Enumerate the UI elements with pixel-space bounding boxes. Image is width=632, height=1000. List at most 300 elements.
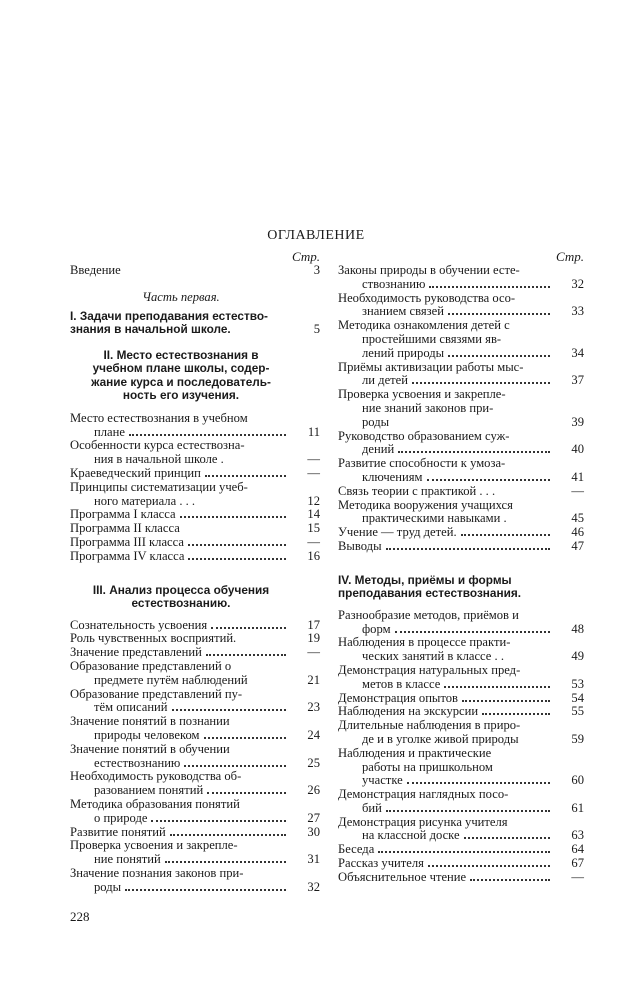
- toc-entry-line-text: ческих занятий в классе . .: [362, 649, 504, 664]
- toc-entry-text: [338, 430, 554, 458]
- toc-right-column: [338, 250, 584, 885]
- toc-entry-line: Значение понятий в познании: [70, 714, 230, 729]
- toc-entry-line: [70, 550, 290, 564]
- dot-leader: [462, 700, 550, 702]
- toc-entry-line-text: Роль чувственных восприятий.: [70, 631, 237, 646]
- toc-entry-text: [338, 264, 554, 292]
- toc-entry-line-text: роды: [362, 414, 390, 429]
- toc-entry-line: [338, 843, 554, 857]
- toc-entry-line: Проверка усвоения и закрепле-: [70, 838, 238, 853]
- toc-entry-page: 30: [307, 824, 320, 839]
- toc-entry-page: 59: [571, 731, 584, 746]
- dot-leader: [386, 810, 550, 812]
- toc-entry-page: —: [571, 869, 584, 884]
- toc-entry-page: 64: [571, 842, 584, 857]
- toc-entry-text: [338, 843, 554, 857]
- toc-entry: [338, 540, 584, 554]
- part-one-label: Часть первая.: [142, 289, 220, 304]
- toc-entry-text: [70, 660, 290, 688]
- toc-entry-line-text: Краеведческий принцип: [70, 465, 201, 480]
- toc-entry-line: [70, 467, 290, 481]
- toc-entry-page: 67: [571, 856, 584, 871]
- toc-entry: [70, 264, 320, 278]
- toc-entry-line: [338, 829, 554, 843]
- toc-entry: [338, 747, 584, 788]
- section-heading-line: ность его изучения.: [122, 388, 240, 403]
- toc-entry: [338, 264, 584, 292]
- toc-entry-line: [70, 508, 290, 522]
- toc-entry-line-text: ного материала . . .: [94, 493, 196, 508]
- toc-entry-line: [70, 632, 290, 646]
- toc-entry-page: 12: [307, 493, 320, 508]
- dot-leader: [386, 548, 550, 550]
- dot-leader: [407, 782, 550, 784]
- toc-entry-line-text: Рассказ учителя: [338, 856, 424, 871]
- section-heading-line: учебном плане школы, содер-: [92, 361, 270, 376]
- toc-entry-page: 26: [307, 783, 320, 798]
- dot-leader: [378, 851, 550, 853]
- toc-entry-line-text: Наблюдения на экскурсии: [338, 704, 479, 719]
- toc-entry-line: [70, 674, 290, 688]
- toc-entry-page: —: [571, 483, 584, 498]
- toc-entry-page: 32: [571, 276, 584, 291]
- dot-leader: [188, 558, 286, 560]
- dot-leader: [444, 686, 550, 688]
- toc-entry-text: [70, 688, 290, 716]
- toc-entry-page: 55: [571, 704, 584, 719]
- toc-entry-line-text: Учение — труд детей.: [338, 525, 457, 540]
- dot-leader: [172, 709, 286, 711]
- toc-entry-page: 5: [313, 322, 320, 337]
- toc-entry: [70, 632, 320, 646]
- toc-entry-text: [338, 871, 554, 885]
- toc-entry-line-text: Введение: [70, 263, 121, 277]
- toc-entry: [70, 550, 320, 564]
- toc-entry-text: [70, 743, 290, 771]
- toc-entry: [338, 664, 584, 692]
- toc-entry-line: [70, 453, 290, 467]
- toc-entry-line: Демонстрация натуральных пред-: [338, 662, 521, 677]
- section-3-heading: [70, 584, 320, 611]
- toc-entry-line: [338, 623, 554, 637]
- toc-entry: [70, 715, 320, 743]
- dot-leader: [461, 534, 550, 536]
- toc-entry-text: [338, 388, 554, 429]
- section-heading-line: преподавания естествознания.: [338, 586, 522, 601]
- toc-entry-page: 40: [571, 442, 584, 457]
- toc-entry-text: [338, 526, 554, 540]
- toc-entry: [70, 439, 320, 467]
- toc-entry-line: Место естествознания в учебном: [70, 410, 248, 425]
- toc-entry-page: 11: [307, 424, 320, 439]
- toc-entry-text: [70, 264, 290, 278]
- toc-entry-line-text: дений: [362, 442, 395, 457]
- toc-entry-line: Демонстрация рисунка учителя: [338, 814, 508, 829]
- toc-entry: [70, 826, 320, 840]
- toc-entry-line-text: тём описаний: [94, 700, 168, 715]
- toc-entry-text: [70, 632, 290, 646]
- toc-entry-line: Необходимость руководства об-: [70, 769, 242, 784]
- toc-entry-page: —: [307, 645, 320, 660]
- toc-entry-line: Наблюдения и практические: [338, 745, 492, 760]
- toc-entry: [338, 499, 584, 527]
- section-2-entries: [70, 412, 320, 564]
- toc-entry-text: [338, 747, 554, 788]
- toc-entry: [338, 816, 584, 844]
- dot-leader: [470, 879, 550, 881]
- toc-entry-line: простейшими связями яв-: [362, 331, 502, 346]
- toc-entry-text: [338, 692, 554, 706]
- toc-entry-line: [338, 650, 554, 664]
- toc-entry-line: I. Задачи преподавания естество-: [70, 308, 268, 323]
- toc-entry: [338, 526, 584, 540]
- toc-entry-line-text: Сознательность усвоения: [70, 617, 208, 632]
- toc-entry-line-text: знанием связей: [362, 304, 444, 319]
- toc-entry-line-text: ния в начальной школе .: [94, 452, 224, 467]
- toc-entry-line: [70, 729, 290, 743]
- toc-entry-text: [338, 319, 554, 360]
- toc-entry: [70, 310, 320, 337]
- toc-entry-line: Приёмы активизации работы мыс-: [338, 359, 524, 374]
- toc-entry-line: [338, 443, 554, 457]
- dot-leader: [165, 861, 286, 863]
- toc-entry-page: —: [307, 534, 320, 549]
- toc-entry-line-text: Беседа: [338, 842, 375, 857]
- toc-entry-line-text: Программа I класса: [70, 507, 176, 522]
- toc-entry-line: [338, 485, 554, 499]
- toc-entry-line: Методика ознакомления детей с: [338, 318, 510, 333]
- toc-entry: [338, 705, 584, 719]
- section-heading-line: жание курса и последователь-: [91, 374, 271, 389]
- toc-entry-line: [338, 471, 554, 485]
- toc-entry-line: [70, 757, 290, 771]
- toc-entry-page: 54: [571, 690, 584, 705]
- toc-entry: [70, 770, 320, 798]
- toc-entry-line-text: форм: [362, 621, 391, 636]
- continued-entries: [338, 264, 584, 554]
- toc-entry-page: 3: [313, 263, 320, 277]
- toc-entry-text: [70, 798, 290, 826]
- section-heading-line: IV. Методы, приёмы и формы: [338, 572, 512, 587]
- toc-entry-page: 49: [571, 649, 584, 664]
- toc-entry-line: Демонстрация наглядных посо-: [338, 787, 509, 802]
- toc-entry: [338, 719, 584, 747]
- toc-entry-line-text: знания в начальной школе.: [70, 322, 231, 337]
- toc-title: ОГЛАВЛЕНИЕ: [267, 228, 365, 243]
- toc-entry-line-text: плане: [94, 424, 125, 439]
- dot-leader: [170, 834, 286, 836]
- toc-entry-line: [70, 784, 290, 798]
- dot-leader: [188, 544, 286, 546]
- toc-entry: [338, 388, 584, 429]
- section-heading-line: III. Анализ процесса обучения: [92, 582, 270, 597]
- page-column-label-left: Стр.: [292, 249, 320, 264]
- toc-entry-page: 21: [307, 672, 320, 687]
- toc-entry-line-text: ключениям: [362, 469, 423, 484]
- toc-entry: [70, 619, 320, 633]
- toc-entry-text: [338, 361, 554, 389]
- toc-entry-page: 47: [571, 538, 584, 553]
- toc-entry: [338, 430, 584, 458]
- toc-entry: [338, 636, 584, 664]
- toc-entry-page: 48: [571, 621, 584, 636]
- toc-entry-line: [70, 522, 290, 536]
- toc-entry-line: [70, 646, 290, 660]
- toc-entry: [70, 867, 320, 895]
- toc-entry-page: 63: [571, 828, 584, 843]
- toc-entry-line-text: Программа II класса: [70, 521, 180, 536]
- toc-entry: [70, 467, 320, 481]
- toc-entry: [70, 536, 320, 550]
- toc-entry: [338, 457, 584, 485]
- toc-entry-line: Законы природы в обучении есте-: [338, 263, 520, 277]
- toc-entry-page: 25: [307, 755, 320, 770]
- toc-entry: [338, 843, 584, 857]
- toc-entry-line: [338, 678, 554, 692]
- toc-entry-page: 61: [571, 800, 584, 815]
- toc-entry-page: 27: [307, 810, 320, 825]
- toc-entry-line: [338, 305, 554, 319]
- toc-entry: [70, 481, 320, 509]
- dot-leader: [206, 654, 286, 656]
- toc-entry-page: 15: [307, 521, 320, 536]
- page-column-label-right: Стр.: [556, 249, 584, 264]
- toc-entry-text: [70, 481, 290, 509]
- toc-entry-line-text: естествознанию: [94, 755, 181, 770]
- toc-entry-page: 60: [571, 773, 584, 788]
- toc-entry-page: 32: [307, 879, 320, 894]
- toc-entry-line-text: метов в классе: [362, 676, 441, 691]
- toc-entry-page: 17: [307, 617, 320, 632]
- dot-leader: [211, 627, 286, 629]
- toc-entry-line-text: роды: [94, 879, 122, 894]
- toc-entry-line: Особенности курса естествозна-: [70, 438, 245, 453]
- toc-entry-line: [338, 692, 554, 706]
- toc-entry-line: Наблюдения в процессе практи-: [338, 635, 511, 650]
- toc-entry: [70, 412, 320, 440]
- toc-entry-text: [338, 857, 554, 871]
- toc-entry-line-text: Программа III класса: [70, 534, 184, 549]
- toc-entry-text: [338, 705, 554, 719]
- toc-entry-text: [338, 719, 554, 747]
- section-4-heading: [338, 574, 584, 601]
- toc-entry-line-text: разованием понятий: [94, 783, 204, 798]
- section-1-heading: [70, 310, 320, 337]
- toc-entry-text: [338, 457, 554, 485]
- toc-entry-line-text: практическими навыками .: [362, 511, 507, 526]
- toc-entry: [70, 646, 320, 660]
- toc-entry-line-text: ние понятий: [94, 852, 161, 867]
- toc-entry-line: [338, 857, 554, 871]
- toc-entry-text: [338, 636, 554, 664]
- section-heading-line: II. Место естествознания в: [103, 347, 259, 362]
- toc-entry-line: [338, 733, 554, 747]
- dot-leader: [482, 713, 550, 715]
- dot-leader: [125, 889, 286, 891]
- toc-entry-text: [70, 522, 290, 536]
- toc-entry-page: —: [307, 465, 320, 480]
- dot-leader: [428, 865, 550, 867]
- toc-entry-line-text: Объяснительное чтение: [338, 869, 467, 884]
- toc-entry-page: 45: [571, 511, 584, 526]
- toc-entry-line-text: ствознанию: [362, 276, 426, 291]
- toc-entry: [338, 788, 584, 816]
- section-3-entries: [70, 619, 320, 895]
- toc-entry-text: [338, 788, 554, 816]
- toc-entry-line-text: на классной доске: [362, 828, 460, 843]
- toc-entry-text: [70, 536, 290, 550]
- toc-entry-line: Принципы систематизации учеб-: [70, 479, 248, 494]
- toc-entry-line: ние знаний законов при-: [362, 400, 494, 415]
- toc-entry-page: 33: [571, 304, 584, 319]
- toc-entry-line: Необходимость руководства осо-: [338, 290, 516, 305]
- dot-leader: [151, 820, 286, 822]
- toc-entry-line: [70, 264, 290, 278]
- toc-entry-line: [70, 701, 290, 715]
- dot-leader: [448, 355, 550, 357]
- toc-entry-line: работы на пришкольном: [362, 759, 493, 774]
- section-heading-line: естествознанию.: [131, 596, 231, 611]
- toc-entry-line: [338, 278, 554, 292]
- toc-entry-text: [70, 867, 290, 895]
- dot-leader: [427, 479, 551, 481]
- toc-entry: [338, 692, 584, 706]
- toc-entry-page: —: [307, 452, 320, 467]
- toc-entry-text: [338, 664, 554, 692]
- toc-entry-line-text: Выводы: [338, 538, 382, 553]
- dot-leader: [184, 765, 286, 767]
- toc-entry: [70, 688, 320, 716]
- toc-entry-line-text: природы человеком: [94, 727, 200, 742]
- toc-entry-text: [338, 499, 554, 527]
- toc-entry-line: Методика вооружения учащихся: [338, 497, 513, 512]
- toc-entry-line: [70, 426, 290, 440]
- dot-leader: [395, 631, 550, 633]
- toc-entry-line: Разнообразие методов, приёмов и: [338, 607, 519, 622]
- toc-entry-line-text: лений природы: [362, 345, 445, 360]
- toc-entry-line-text: о природе: [94, 810, 148, 825]
- toc-entry-page: 19: [307, 631, 320, 646]
- toc-entry-page: 16: [307, 548, 320, 563]
- toc-entry-line-text: Значение представлений: [70, 645, 202, 660]
- toc-entry-line: [70, 619, 290, 633]
- toc-entry-line: [338, 705, 554, 719]
- toc-entry: [70, 522, 320, 536]
- toc-entry-line-text: предмете путём наблюдений: [94, 672, 248, 687]
- toc-entry-line-text: бий: [362, 800, 382, 815]
- toc-entry-text: [70, 715, 290, 743]
- toc-entry-line: [338, 871, 554, 885]
- toc-entry: [338, 857, 584, 871]
- toc-entry-text: [70, 646, 290, 660]
- toc-entry-line: [338, 802, 554, 816]
- toc-entry-page: 34: [571, 345, 584, 360]
- dot-leader: [129, 434, 286, 436]
- toc-entry: [338, 292, 584, 320]
- toc-entry-text: [70, 310, 290, 337]
- toc-entry: [70, 839, 320, 867]
- toc-entry-text: [70, 550, 290, 564]
- section-4-entries: [338, 609, 584, 885]
- toc-entry-text: [338, 540, 554, 554]
- toc-entry-line-text: Развитие понятий: [70, 824, 166, 839]
- toc-entry-line: Методика образования понятий: [70, 796, 240, 811]
- dot-leader: [448, 313, 550, 315]
- toc-left-column: [70, 250, 320, 925]
- toc-entry-line: Длительные наблюдения в приро-: [338, 718, 521, 733]
- toc-entry: [338, 319, 584, 360]
- toc-entry-text: [70, 770, 290, 798]
- toc-entry-line: Образование представлений пу-: [70, 686, 243, 701]
- toc-entry-line-text: Демонстрация опытов: [338, 690, 458, 705]
- toc-entry-line: [338, 540, 554, 554]
- toc-entry-line: [70, 323, 290, 337]
- dot-leader: [464, 837, 550, 839]
- toc-entry-text: [70, 508, 290, 522]
- toc-entry-line: [338, 512, 554, 526]
- toc-entry-page: 23: [307, 700, 320, 715]
- dot-leader: [204, 737, 287, 739]
- toc-entry-line: [70, 881, 290, 895]
- toc-entry-line: [338, 774, 554, 788]
- toc-entry-line: [338, 526, 554, 540]
- toc-entry-line: [70, 853, 290, 867]
- toc-entry-line: Значение познания законов при-: [70, 865, 244, 880]
- toc-entry-page: 41: [571, 469, 584, 484]
- toc-entry-line: [338, 416, 554, 430]
- toc-entry: [70, 798, 320, 826]
- toc-entry-line-text: де и в уголке живой природы: [362, 731, 519, 746]
- toc-entry-page: 37: [571, 373, 584, 388]
- toc-entry-text: [70, 412, 290, 440]
- toc-entry-page: 31: [307, 852, 320, 867]
- toc-entry-line: Образование представлений о: [70, 658, 232, 673]
- toc-entry-page: 39: [571, 414, 584, 429]
- toc-entry-line: Проверка усвоения и закрепле-: [338, 387, 506, 402]
- toc-entry: [70, 660, 320, 688]
- toc-entry: [338, 871, 584, 885]
- toc-entry: [338, 485, 584, 499]
- toc-entry-text: [338, 485, 554, 499]
- dot-leader: [412, 382, 550, 384]
- toc-entry-line: Развитие способности к умоза-: [338, 456, 506, 471]
- toc-entry-page: 46: [571, 525, 584, 540]
- toc-entry-line: [70, 812, 290, 826]
- dot-leader: [429, 286, 550, 288]
- dot-leader: [398, 451, 550, 453]
- page-number: 228: [70, 908, 90, 924]
- toc-entry: [338, 609, 584, 637]
- toc-entry-line: [70, 495, 290, 509]
- toc-entry-line: [338, 347, 554, 361]
- toc-entry-text: [70, 439, 290, 467]
- toc-entry: [338, 361, 584, 389]
- toc-entry-page: 24: [307, 727, 320, 742]
- toc-entry-line-text: Связь теории с практикой . . .: [338, 483, 496, 498]
- toc-entry-line: Значение понятий в обучении: [70, 741, 230, 756]
- dot-leader: [207, 792, 286, 794]
- toc-entry-line-text: участке: [362, 773, 403, 788]
- toc-entry-text: [338, 816, 554, 844]
- toc-entry: [70, 743, 320, 771]
- toc-entry: [70, 508, 320, 522]
- toc-entry-page: 53: [571, 676, 584, 691]
- dot-leader: [180, 516, 286, 518]
- toc-entry-text: [70, 826, 290, 840]
- toc-entry-text: [338, 609, 554, 637]
- toc-entry-line: [70, 826, 290, 840]
- toc-entry-line-text: Программа IV класса: [70, 548, 185, 563]
